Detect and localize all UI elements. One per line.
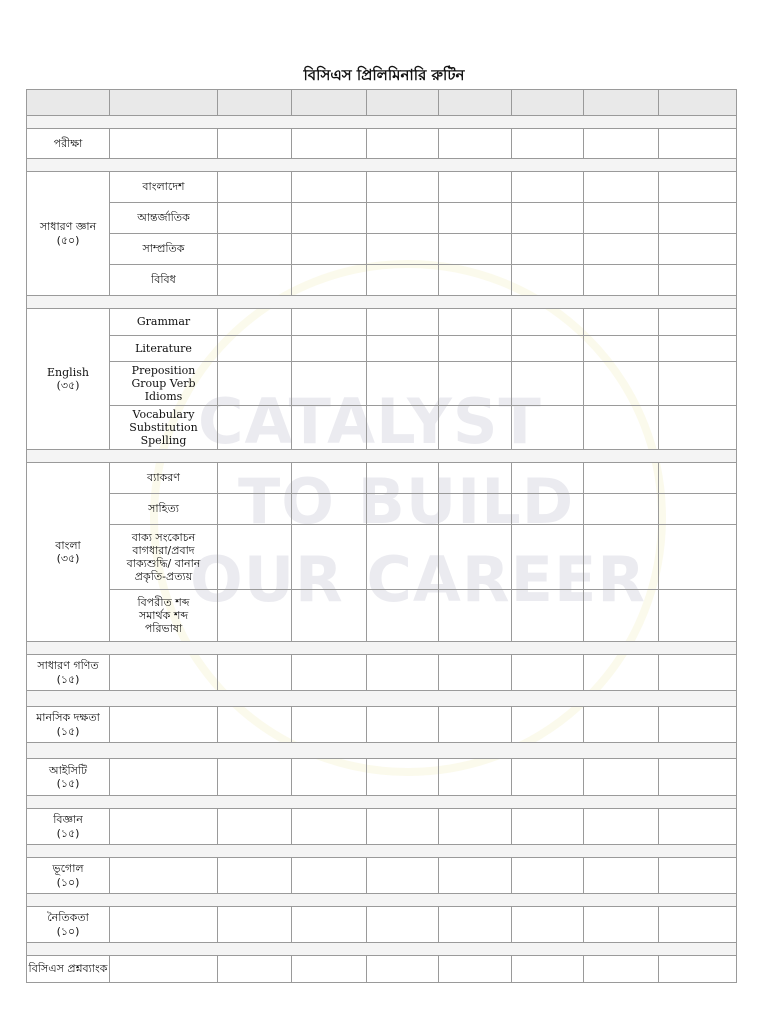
table-cell[interactable] <box>584 234 659 265</box>
table-cell[interactable] <box>110 707 218 743</box>
table-cell[interactable] <box>584 265 659 296</box>
table-cell[interactable] <box>367 858 439 894</box>
header-cell[interactable] <box>584 90 659 116</box>
row-label-porikkha: পরীক্ষা <box>27 129 110 159</box>
subject-ict <box>27 759 110 796</box>
table-cell[interactable] <box>367 525 439 590</box>
topic-line: বাক্য সংকোচন <box>131 530 196 544</box>
topic-cell <box>110 406 218 450</box>
table-cell[interactable] <box>218 956 292 983</box>
table-cell[interactable] <box>512 203 584 234</box>
subject-marks: (১০) <box>56 875 80 889</box>
table-cell[interactable] <box>512 525 584 590</box>
table-cell[interactable] <box>439 858 512 894</box>
table-cell[interactable] <box>292 463 367 494</box>
header-cell[interactable] <box>659 90 737 116</box>
separator-row <box>27 796 737 809</box>
topic-cell <box>110 362 218 406</box>
table-cell[interactable] <box>439 759 512 796</box>
table-cell[interactable] <box>512 956 584 983</box>
subject-marks: (৩৫) <box>56 379 80 392</box>
table-cell[interactable] <box>659 956 737 983</box>
table-cell[interactable] <box>512 265 584 296</box>
table-cell[interactable] <box>659 203 737 234</box>
table-row <box>27 463 737 494</box>
table-cell[interactable] <box>584 406 659 450</box>
table-cell[interactable] <box>512 309 584 336</box>
subject-label: সাধারণ জ্ঞান <box>39 220 97 234</box>
subject-general-knowledge <box>27 172 110 296</box>
table-cell[interactable] <box>367 203 439 234</box>
table-cell[interactable] <box>292 707 367 743</box>
table-cell[interactable] <box>367 655 439 691</box>
table-cell[interactable] <box>584 858 659 894</box>
table-cell[interactable] <box>218 336 292 362</box>
table-cell[interactable] <box>512 858 584 894</box>
table-cell[interactable] <box>659 362 737 406</box>
header-cell[interactable] <box>512 90 584 116</box>
table-cell[interactable] <box>439 129 512 159</box>
table-row <box>27 956 737 983</box>
table-cell[interactable] <box>367 956 439 983</box>
table-cell[interactable] <box>439 362 512 406</box>
table-cell[interactable] <box>218 655 292 691</box>
table-cell[interactable] <box>439 525 512 590</box>
header-cell[interactable] <box>292 90 367 116</box>
table-cell[interactable] <box>218 309 292 336</box>
table-cell[interactable] <box>439 494 512 525</box>
table-cell[interactable] <box>110 956 218 983</box>
table-cell[interactable] <box>292 265 367 296</box>
table-row <box>27 406 737 450</box>
table-cell[interactable] <box>584 655 659 691</box>
page-title: বিসিএস প্রিলিমিনারি রুটিন <box>303 66 465 84</box>
table-row <box>27 707 737 743</box>
table-cell[interactable] <box>659 525 737 590</box>
separator-row <box>27 894 737 907</box>
table-cell[interactable] <box>584 759 659 796</box>
table-cell[interactable] <box>584 203 659 234</box>
separator-row <box>27 943 737 956</box>
table-cell[interactable] <box>218 406 292 450</box>
subject-label: আইসিটি <box>48 763 88 777</box>
table-cell[interactable] <box>439 655 512 691</box>
subject-label: মানসিক দক্ষতা <box>36 711 100 725</box>
header-cell[interactable] <box>218 90 292 116</box>
table-cell[interactable] <box>218 525 292 590</box>
table-row <box>27 655 737 691</box>
table-cell[interactable] <box>218 707 292 743</box>
table-cell[interactable] <box>659 172 737 203</box>
table-cell[interactable] <box>439 707 512 743</box>
topic-cell: বাংলাদেশ <box>110 172 218 203</box>
table-cell[interactable] <box>110 655 218 691</box>
table-cell[interactable] <box>218 907 292 943</box>
table-cell[interactable] <box>292 362 367 406</box>
header-cell[interactable] <box>367 90 439 116</box>
table-cell[interactable] <box>659 129 737 159</box>
table-cell[interactable] <box>512 907 584 943</box>
table-cell[interactable] <box>512 590 584 642</box>
table-cell[interactable] <box>367 494 439 525</box>
table-cell[interactable] <box>584 525 659 590</box>
topic-cell: সাম্প্রতিক <box>110 234 218 265</box>
topic-cell <box>110 463 218 494</box>
table-cell[interactable] <box>292 234 367 265</box>
table-cell[interactable] <box>659 590 737 642</box>
watermark-line-3: OUR CAREER <box>190 543 647 616</box>
table-row <box>27 234 737 265</box>
topic-cell <box>110 525 218 590</box>
table-cell[interactable] <box>584 129 659 159</box>
table-row <box>27 759 737 796</box>
header-cell[interactable] <box>110 90 218 116</box>
table-cell[interactable] <box>584 956 659 983</box>
table-cell[interactable] <box>218 590 292 642</box>
table-cell[interactable] <box>512 759 584 796</box>
table-cell[interactable] <box>512 336 584 362</box>
table-cell[interactable] <box>292 406 367 450</box>
table-cell[interactable] <box>512 406 584 450</box>
separator-row <box>27 450 737 463</box>
subject-mental-ability <box>27 707 110 743</box>
separator-row <box>27 743 737 759</box>
table-cell[interactable] <box>367 309 439 336</box>
table-cell[interactable] <box>367 234 439 265</box>
table-cell[interactable] <box>659 494 737 525</box>
topic-line: Spelling <box>140 434 187 448</box>
topic-line: সমার্থক শব্দ <box>138 608 189 622</box>
table-cell[interactable] <box>659 655 737 691</box>
table-cell[interactable] <box>367 759 439 796</box>
table-cell[interactable] <box>292 203 367 234</box>
subject-marks: (১৫) <box>56 672 80 686</box>
table-cell[interactable] <box>659 809 737 845</box>
table-cell[interactable] <box>659 265 737 296</box>
topic-line: পরিভাষা <box>144 622 183 636</box>
topic-cell: আন্তর্জাতিক <box>110 203 218 234</box>
table-cell[interactable] <box>439 463 512 494</box>
table-cell[interactable] <box>439 406 512 450</box>
table-cell[interactable] <box>439 590 512 642</box>
subject-label: নৈতিকতা <box>47 911 89 925</box>
table-cell[interactable] <box>367 809 439 845</box>
table-cell[interactable] <box>439 203 512 234</box>
table-cell[interactable] <box>659 707 737 743</box>
topic-cell: বিবিধ <box>110 265 218 296</box>
table-cell[interactable] <box>367 265 439 296</box>
subject-ethics <box>27 907 110 943</box>
table-cell[interactable] <box>218 234 292 265</box>
table-cell[interactable] <box>584 707 659 743</box>
table-row <box>27 590 737 642</box>
table-cell[interactable] <box>584 463 659 494</box>
separator-row <box>27 845 737 858</box>
table-cell[interactable] <box>110 759 218 796</box>
separator-row <box>27 159 737 172</box>
table-cell[interactable] <box>584 907 659 943</box>
subject-marks: (১০) <box>56 924 80 938</box>
table-cell[interactable] <box>659 336 737 362</box>
topic-line: Grammar <box>136 315 191 329</box>
table-cell[interactable] <box>439 809 512 845</box>
table-cell[interactable] <box>367 336 439 362</box>
table-cell[interactable] <box>292 858 367 894</box>
table-cell[interactable] <box>367 129 439 159</box>
table-row <box>27 525 737 590</box>
table-row <box>27 172 737 203</box>
table-cell[interactable] <box>584 809 659 845</box>
subject-english <box>27 309 110 450</box>
topic-line: Literature <box>135 341 192 355</box>
separator-row <box>27 296 737 309</box>
row-label-question-bank: বিসিএস প্রশ্নব্যাংক <box>27 956 110 983</box>
table-cell[interactable] <box>584 309 659 336</box>
table-cell[interactable] <box>292 809 367 845</box>
table-cell[interactable] <box>292 525 367 590</box>
table-cell[interactable] <box>659 234 737 265</box>
table-row <box>27 265 737 296</box>
table-cell[interactable] <box>292 172 367 203</box>
table-cell[interactable] <box>659 759 737 796</box>
table-cell[interactable] <box>218 203 292 234</box>
table-cell[interactable] <box>584 362 659 406</box>
table-cell[interactable] <box>439 172 512 203</box>
table-cell[interactable] <box>292 309 367 336</box>
subject-science <box>27 809 110 845</box>
table-cell[interactable] <box>218 172 292 203</box>
table-cell[interactable] <box>439 309 512 336</box>
subject-label: ভূগোল <box>52 862 84 876</box>
table-row <box>27 203 737 234</box>
table-cell[interactable] <box>659 309 737 336</box>
table-cell[interactable] <box>110 907 218 943</box>
table-cell[interactable] <box>584 590 659 642</box>
topic-line: Substitution <box>129 420 198 434</box>
table-cell[interactable] <box>292 590 367 642</box>
table-cell[interactable] <box>439 336 512 362</box>
subject-label: বাংলা <box>55 538 81 552</box>
table-cell[interactable] <box>218 362 292 406</box>
topic-line: Idioms <box>144 390 183 404</box>
table-cell[interactable] <box>512 362 584 406</box>
subject-marks: (১৫) <box>56 826 80 840</box>
table-cell[interactable] <box>218 494 292 525</box>
table-row <box>27 809 737 845</box>
table-cell[interactable] <box>367 172 439 203</box>
table-cell[interactable] <box>512 129 584 159</box>
table-row <box>27 494 737 525</box>
topic-line: Vocabulary <box>132 407 195 421</box>
table-cell[interactable] <box>367 590 439 642</box>
topic-line: Group Verb <box>131 376 196 390</box>
table-cell[interactable] <box>292 655 367 691</box>
separator-row <box>27 642 737 655</box>
topic-line: সাহিত্য <box>148 502 179 516</box>
topic-line: Preposition <box>131 363 196 377</box>
table-cell[interactable] <box>110 129 218 159</box>
table-cell[interactable] <box>584 336 659 362</box>
separator-row <box>27 116 737 129</box>
topic-line: বাক্যশুদ্ধি/ বানান <box>126 557 201 570</box>
table-cell[interactable] <box>512 809 584 845</box>
table-row <box>27 336 737 362</box>
table-cell[interactable] <box>292 494 367 525</box>
table-cell[interactable] <box>218 129 292 159</box>
table-cell[interactable] <box>584 494 659 525</box>
table-cell[interactable] <box>367 707 439 743</box>
table-cell[interactable] <box>512 234 584 265</box>
table-cell[interactable] <box>218 858 292 894</box>
subject-label: English <box>47 365 89 379</box>
table-cell[interactable] <box>512 494 584 525</box>
table-cell[interactable] <box>659 406 737 450</box>
table-cell[interactable] <box>110 809 218 845</box>
table-cell[interactable] <box>292 129 367 159</box>
table-cell[interactable] <box>659 858 737 894</box>
table-cell[interactable] <box>512 655 584 691</box>
table-cell[interactable] <box>292 907 367 943</box>
subject-geography <box>27 858 110 894</box>
table-cell[interactable] <box>512 172 584 203</box>
topic-line: বাগধারা/প্রবাদ <box>132 543 195 557</box>
subject-math <box>27 655 110 691</box>
routine-table <box>26 89 737 983</box>
table-cell[interactable] <box>292 956 367 983</box>
table-cell[interactable] <box>110 858 218 894</box>
table-cell[interactable] <box>367 406 439 450</box>
table-row <box>27 129 737 159</box>
table-cell[interactable] <box>218 809 292 845</box>
table-cell[interactable] <box>512 707 584 743</box>
table-cell[interactable] <box>659 907 737 943</box>
table-cell[interactable] <box>439 234 512 265</box>
topic-cell <box>110 309 218 336</box>
watermark-line-1: CATALYST <box>198 385 542 458</box>
topic-line: প্রকৃতি-প্রত্যয় <box>134 570 193 584</box>
watermark-line-2: TO BUILD <box>238 465 575 538</box>
table-cell[interactable] <box>512 463 584 494</box>
table-row <box>27 907 737 943</box>
table-cell[interactable] <box>439 956 512 983</box>
header-row <box>27 90 737 116</box>
table-cell[interactable] <box>367 463 439 494</box>
table-cell[interactable] <box>292 336 367 362</box>
table-cell[interactable] <box>659 463 737 494</box>
table-cell[interactable] <box>218 463 292 494</box>
subject-marks: (৫০) <box>56 233 80 247</box>
subject-marks: (১৫) <box>56 724 80 738</box>
topic-line: বিপরীত শব্দ <box>137 595 190 609</box>
subject-marks: (১৫) <box>56 777 80 790</box>
table-cell[interactable] <box>218 265 292 296</box>
topic-cell <box>110 590 218 642</box>
header-cell[interactable] <box>27 90 110 116</box>
table-row <box>27 309 737 336</box>
table-cell[interactable] <box>367 362 439 406</box>
header-cell[interactable] <box>439 90 512 116</box>
table-row <box>27 858 737 894</box>
topic-cell <box>110 494 218 525</box>
table-cell[interactable] <box>367 907 439 943</box>
topic-line: ব্যাকরণ <box>147 471 180 485</box>
table-cell[interactable] <box>292 759 367 796</box>
subject-label: বিজ্ঞান <box>53 813 83 827</box>
table-cell[interactable] <box>584 172 659 203</box>
table-row <box>27 362 737 406</box>
table-cell[interactable] <box>439 265 512 296</box>
subject-marks: (৩৫) <box>56 552 80 565</box>
table-cell[interactable] <box>439 907 512 943</box>
subject-bangla <box>27 463 110 642</box>
subject-label: সাধারণ গণিত <box>37 659 99 673</box>
topic-cell <box>110 336 218 362</box>
table-cell[interactable] <box>218 759 292 796</box>
separator-row <box>27 691 737 707</box>
